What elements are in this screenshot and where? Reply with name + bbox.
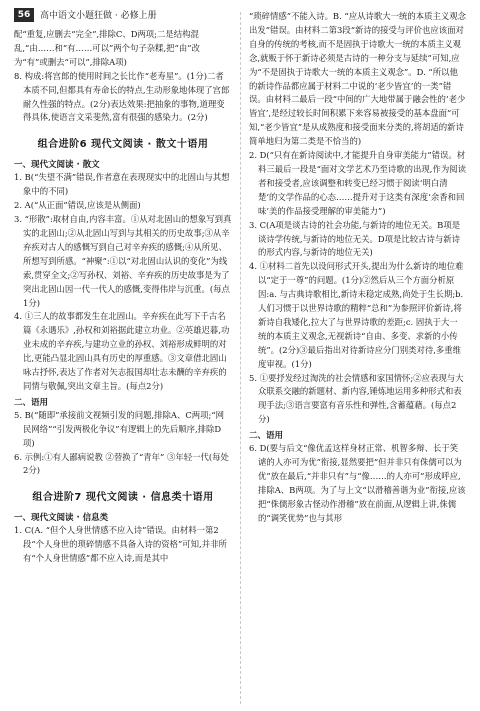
paragraph: 配“重复,应删去“完全”,排除C、D两项;二是结构混乱,“由……和“有……可以”两个句子杂糅,把“由”改为“有”或删去“可以”,排除A项) [14, 29, 200, 67]
section-title: 组合进阶7 现代文阅读 · 信息类十语用 [32, 492, 214, 504]
book-title: 高中语文小题狂做 · 必修上册 [40, 11, 157, 21]
answer-item: 4. ①三人的故事都发生在北固山。辛弃疾在此写下千古名篇《永遇乐》,孙权和刘裕据此建立功业。②英雄迟暮,功业未成的辛弃疾,与建功立业的孙权、刘裕形成鲜明的对比,更能凸显北固山具有历史的厚重感。③文章借北固山咏古抒怀,表达了作者对矢志报国却壮志未酬的辛弃疾的同情与敬佩,突出文章主旨。(每点2分) [14, 311, 230, 391]
left-column [14, 28, 232, 566]
subsection-title: 二、语用 [14, 397, 49, 408]
answer-item: 3. “形散”:取材自由,内容丰富。①从对北固山的想象写到真实的北固山;②从北固山写到与其相关的历史故事;③从辛弃疾对古人的感慨写到自己对辛弃疾的感慨;④从所见、所想写到所感。“神聚”:①以“对北固山认识的变化”为线索,贯穿全文;②写孙权、刘裕、辛弃疾的历史故事是为了突出北固山因一代一代人的感慨,变得伟岸与沉重。(每点1分) [14, 214, 232, 308]
answer-item: 4. ①材料二首先以设问形式开头,提出为什么新诗的地位难以“定于一尊”的问题。(1分)②然后从三个方面分析原因:a. 与古典诗歌相比,新诗未稳定成熟,尚处于生长期;b. 人们习惯于以世界诗歌的精粹“总和”为参照评价新诗,将新诗自我矮化,拉大了与世界诗歌的差距;c. 固执于大一统的本质主义观念,无视新诗“自由、多变、求新的小传统”。(2分)③最后指出对待新诗应分门别类对待,多重维度审视。(1分) [249, 261, 464, 369]
answer-item: 8. 构成:将宫郎的使用时间之长比作“老寿星”。(1分)二者本质不同,但都具有寿命长的特点,生动形象地体现了宫郎耐久性强的特点。(2分)表达效果:把抽象的事物,道理变得具体,使语言文采斐然,富有很强的感染力。(2分) [14, 70, 230, 123]
column-divider [240, 12, 241, 704]
answer-item: 1. B(“失望不满”错误,作者意在表现现实中的北固山与其想象中的不同) [14, 172, 230, 197]
page-number: 56 [14, 8, 34, 22]
answer-item: 2. A(“从正面”错误,应该是从侧面) [14, 200, 141, 211]
right-column [249, 10, 466, 526]
paragraph: “琐碎情感”不能入诗。B. “应从诗歌大一统的本质主义观念出发”错误。由材料二第3段“新诗的接受与评价也应该面对自身的传统的考核,而不是固执于诗歌大一统的本质主义观念,就贩于怀于新诗必须是古诗的一种分支与延续”可知,应为“不是固执于诗歌大一统的本质主义观念”。D. “所以他的新诗作品都应属于材料二中说的‘老少皆宜’的一类”错误。由材料二最后一段“中间的广大地带属于融会性的‘老少皆宜’,是经过较长时间积累下来容易被接受的基本盘面”可知,“老少皆宜”是从成熟度和接受面来分类的,将胡适的新诗简单地归为第二类是不恰当的) [249, 11, 466, 147]
subsection-title: 一、现代文阅读 · 散文 [14, 160, 100, 171]
section-title: 组合进阶6 现代文阅读 · 散文十语用 [37, 139, 209, 151]
subsection-title: 一、现代文阅读 · 信息类 [14, 513, 109, 524]
answer-item: 3. C(A项是谈古诗的社会功能,与新诗的地位无关。B项是谈诗学传统,与新诗的地位无关。D项是比较古诗与新诗的形式内容,与新诗的地位无关) [249, 219, 461, 258]
answer-item: 6. D(要与后文“像优孟这样身材正常、机智多辩、长于笑谑的人亦可为优”衔接,显然要把“但并非只有侏儒可以为优”放在最后,“并非只有”与“像……的人亦可”形成呼应,排除A、B两项。为了与上文“以滑稽善谐为业”衔接,应该把“侏儒形象古怪动作滑稽”放在前面,从逻辑上讲,侏儒的“调笑优势”也与其形 [249, 443, 466, 523]
answer-item: 5. B(“随即”承接前文视频引发的问题,排除A、C两项;“网民网络”“引发两极化争议”有逻辑上的先后顺序,排除D项) [14, 409, 224, 448]
answer-item: 6. 示例:①有人鄙病说教 ②替换了“青年” ③年轻一代(每处2分) [14, 451, 229, 476]
answer-item: 2. D(“只有在新诗阅读中,才能提升自身审美能力”错误。材料三最后一段是“面对文学艺术乃至诗歌的出现,作为阅读者和接受者,应该调整和转变已经习惯于阅读‘明白清楚’的文学作品的心态……提升对于这类有深度‘余香和回味’美的作品接受理解的审美能力”) [249, 150, 466, 216]
subsection-title: 二、语用 [249, 431, 284, 442]
answer-item: 5. ①要抒发经过淘洗的社会情感和家国情怀;②应表现与大众联系交融的新题材、新内容,锤炼地运用多种形式和表现手法;③语言要富有音乐性和弹性,含蓄蕴藉。(每点2分) [249, 372, 464, 425]
answer-item: 1. C(A. “但个人身世情感不应入诗”错误。由材料一第2段“个人身世的琐碎情感不具备入诗的资格”可知,并非所有“个人身世情感”都不应入诗,而是其中 [14, 525, 227, 564]
